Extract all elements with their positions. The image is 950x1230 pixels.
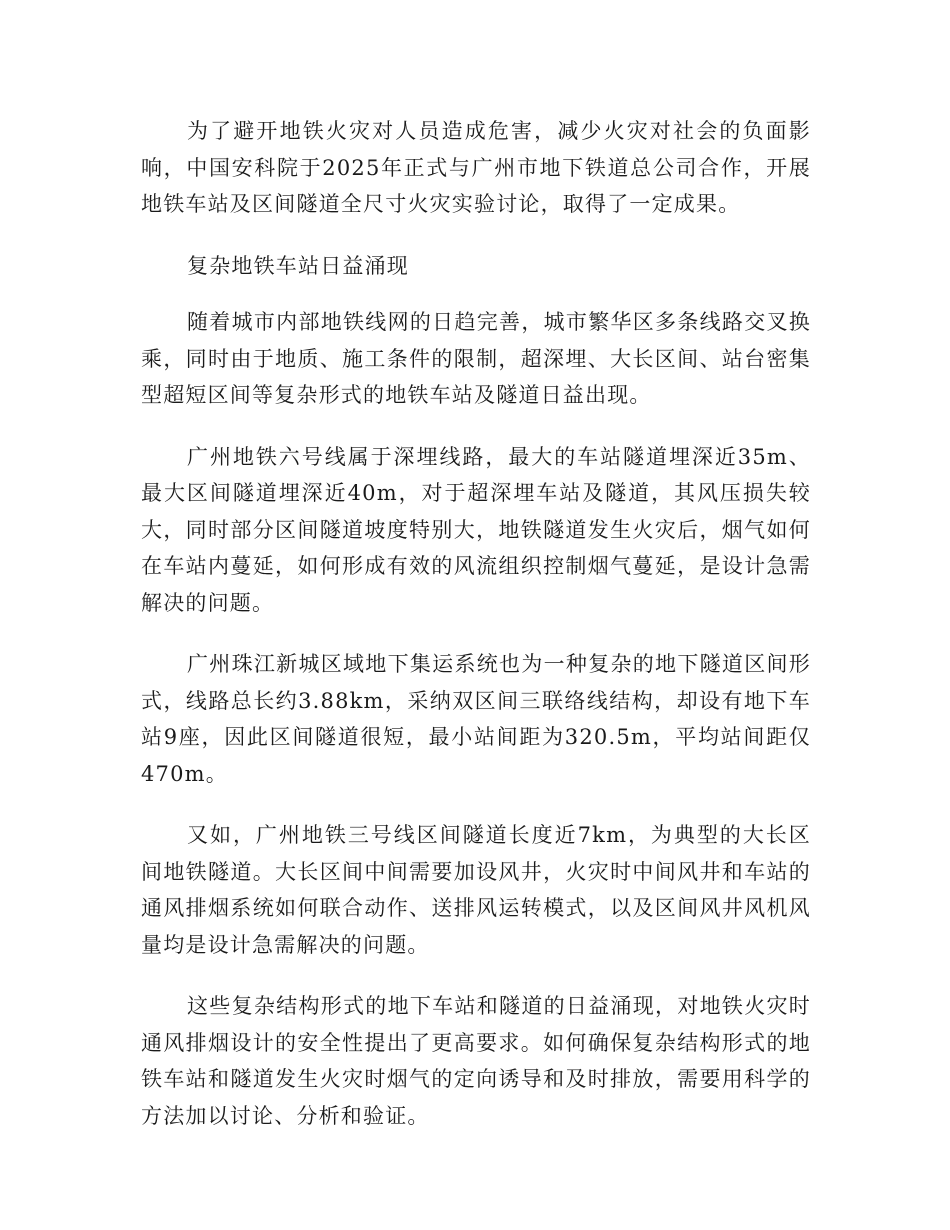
paragraph-network: 随着城市内部地铁线网的日趋完善，城市繁华区多条线路交叉换乘，同时由于地质、施工条件的限制，超深埋、大长区间、站台密集型超短区间等复杂形式的地铁车站及隧道日益出现。 bbox=[141, 310, 811, 407]
paragraph-line-3: 又如，广州地铁三号线区间隧道长度近7km，为典型的大长区间地铁隧道。大长区间中间需要加设风井，火灾时中间风井和车站的通风排烟系统如何联合动作、送排风运转模式，以及区间风井风机风量均是设计急需解决的问题。 bbox=[141, 823, 811, 957]
document-body bbox=[141, 113, 811, 1159]
paragraph-line-6: 广州地铁六号线属于深埋线路，最大的车站隧道埋深近35m、最大区间隧道埋深近40m，对于超深埋车站及隧道，其风压损失较大，同时部分区间隧道坡度特别大，地铁隧道发生火灾后，烟气如何在车站内蔓延，如何形成有效的风流组织控制烟气蔓延，是设计急需解决的问题。 bbox=[141, 444, 811, 615]
paragraph-intro: 为了避开地铁火灾对人员造成危害，减少火灾对社会的负面影响，中国安科院于2025年正式与广州市地下铁道总公司合作，开展地铁车站及区间隧道全尺寸火灾实验讨论，取得了一定成果。 bbox=[141, 119, 811, 216]
paragraph-zhujiang: 广州珠江新城区域地下集运系统也为一种复杂的地下隧道区间形式，线路总长约3.88km，采纳双区间三联络线结构，却设有地下车站9座，因此区间隧道很短，最小站间距为320.5m，平均站间距仅470m。 bbox=[141, 652, 811, 786]
section-heading: 复杂地铁车站日益涌现 bbox=[187, 253, 409, 278]
paragraph-conclusion: 这些复杂结构形式的地下车站和隧道的日益涌现，对地铁火灾时通风排烟设计的安全性提出了更高要求。如何确保复杂结构形式的地铁车站和隧道发生火灾时烟气的定向诱导和及时排放，需要用科学的方法加以讨论、分析和验证。 bbox=[141, 994, 811, 1128]
